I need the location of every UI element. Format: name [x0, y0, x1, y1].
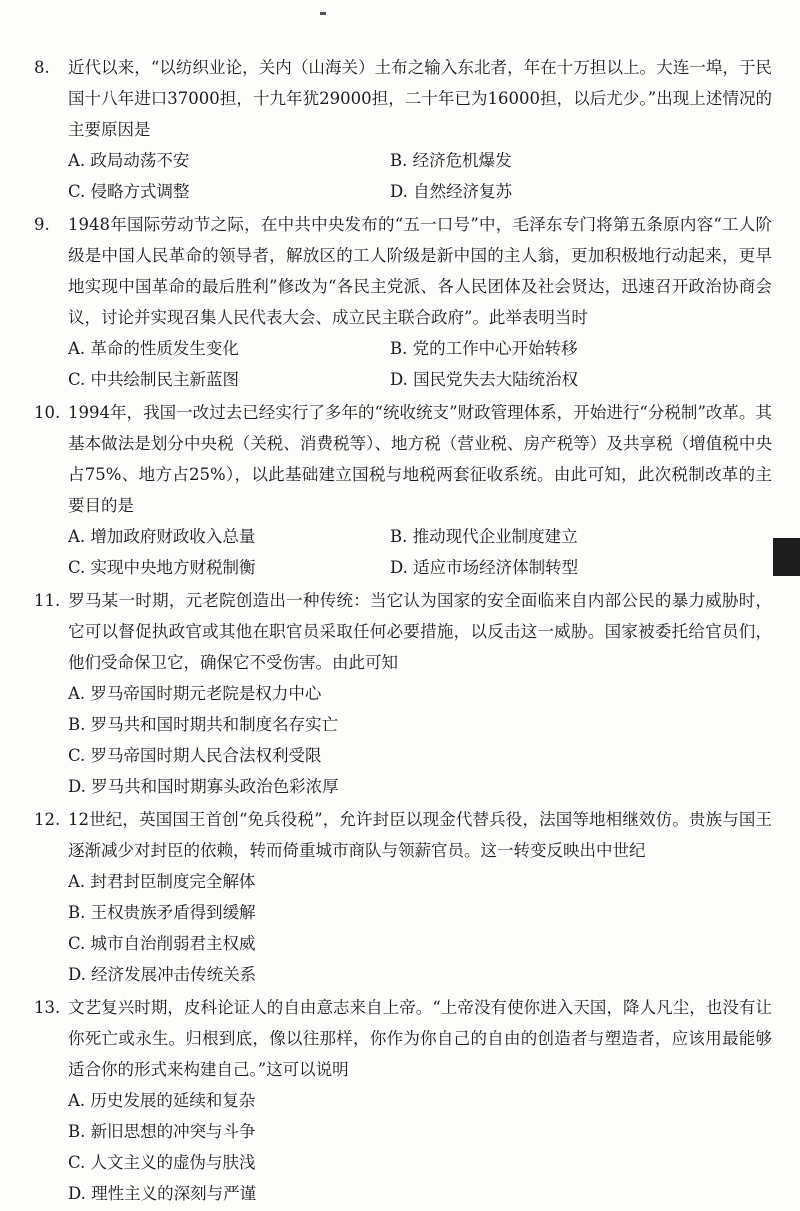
option-d: D. 适应市场经济体制转型 — [390, 558, 579, 577]
question-12 — [34, 804, 772, 990]
option-a: A. 增加政府财政收入总量 — [68, 527, 256, 546]
question-stem — [34, 804, 772, 866]
option-a: A. 罗马帝国时期元老院是权力中心 — [68, 684, 322, 703]
margin-registration-mark — [773, 538, 800, 576]
option-d: D. 自然经济复苏 — [390, 182, 513, 201]
option-d: D. 理性主义的深刻与严谨 — [68, 1184, 257, 1203]
question-text: 1948年国际劳动节之际，在中共中央发布的“五一口号”中，毛泽东专门将第五条原内容“工人阶级是中国人民革命的领导者，解放区的工人阶级是新中国的主人翁，更加积极地行动起来，更早地实现中国革命的最后胜利”修改为“各民主党派、各人民团体及社会贤达，迅速召开政治协商会议，讨论并实现召集人民代表大会、成立民主联合政府”。此举表明当时 — [68, 215, 772, 327]
option-c: C. 罗马帝国时期人民合法权利受限 — [68, 746, 322, 765]
question-text: 文艺复兴时期，皮科论证人的自由意志来自上帝。“上帝没有使你进入天国，降人凡尘，也没有让你死亡或永生。归根到底，像以往那样，你作为你自己的自由的创造者与塑造者，应该用最能够适合你的形式来构建自己。”这可以说明 — [68, 998, 772, 1079]
answer-options — [34, 866, 772, 990]
question-8 — [34, 52, 772, 207]
exam-page — [34, 52, 772, 1211]
answer-options — [34, 1085, 772, 1209]
question-text: 1994年，我国一改过去已经实行了多年的“统收统支”财政管理体系，开始进行“分税制”改革。其基本做法是划分中央税（关税、消费税等）、地方税（营业税、房产税等）及共享税（增值税中央占75%、地方占25%），以此基础建立国税与地税两套征收系统。由此可知，此次税制改革的主要目的是 — [68, 403, 772, 515]
option-b: B. 王权贵族矛盾得到缓解 — [68, 903, 256, 922]
answer-options — [34, 521, 772, 583]
option-c: C. 实现中央地方财税制衡 — [68, 558, 256, 577]
option-b: B. 党的工作中心开始转移 — [390, 339, 578, 358]
question-10 — [34, 397, 772, 583]
option-d: D. 罗马共和国时期寡头政治色彩浓厚 — [68, 777, 339, 796]
question-11 — [34, 585, 772, 802]
answer-options — [34, 333, 772, 395]
option-b: B. 新旧思想的冲突与斗争 — [68, 1122, 256, 1141]
question-stem — [34, 52, 772, 145]
option-b: B. 罗马共和国时期共和制度名存实亡 — [68, 715, 339, 734]
question-13 — [34, 992, 772, 1209]
option-a: A. 封君封臣制度完全解体 — [68, 872, 256, 891]
question-number: 12. — [34, 810, 61, 829]
question-number: 10. — [34, 403, 61, 422]
question-text: 近代以来，“以纺织业论，关内（山海关）土布之输入东北者，年在十万担以上。大连一埠，于民国十八年进口37000担，十九年犹29000担，二十年已为16000担，以后尤少。”出现上述情况的主要原因是 — [68, 58, 772, 139]
option-c: C. 侵略方式调整 — [68, 182, 190, 201]
option-c: C. 城市自治削弱君主权威 — [68, 934, 256, 953]
option-b: B. 推动现代企业制度建立 — [390, 527, 578, 546]
option-d: D. 经济发展冲击传统关系 — [68, 965, 257, 984]
option-d: D. 国民党失去大陆统治权 — [390, 370, 579, 389]
question-text: 12世纪，英国国王首创“免兵役税”，允许封臣以现金代替兵役，法国等地相继效仿。贵族与国王逐渐减少对封臣的依赖，转而倚重城市商队与领薪官员。这一转变反映出中世纪 — [68, 810, 772, 860]
option-c: C. 中共绘制民主新蓝图 — [68, 370, 240, 389]
option-a: A. 历史发展的延续和复杂 — [68, 1091, 256, 1110]
question-9 — [34, 209, 772, 395]
answer-options — [34, 678, 772, 802]
scan-speck — [320, 12, 326, 15]
option-b: B. 经济危机爆发 — [390, 151, 512, 170]
question-stem — [34, 397, 772, 521]
question-stem — [34, 585, 772, 678]
answer-options — [34, 145, 772, 207]
question-stem — [34, 992, 772, 1085]
option-a: A. 革命的性质发生变化 — [68, 339, 239, 358]
question-stem — [34, 209, 772, 333]
question-text: 罗马某一时期，元老院创造出一种传统：当它认为国家的安全面临来自内部公民的暴力威胁时，它可以督促执政官或其他在职官员采取任何必要措施，以反击这一威胁。国家被委托给官员们，他们受命保卫它，确保它不受伤害。由此可知 — [68, 591, 772, 672]
question-number: 11. — [34, 591, 61, 610]
option-c: C. 人文主义的虚伪与肤浅 — [68, 1153, 256, 1172]
option-a: A. 政局动荡不安 — [68, 151, 190, 170]
question-number: 8. — [34, 58, 50, 77]
question-number: 13. — [34, 998, 61, 1017]
question-number: 9. — [34, 215, 50, 234]
